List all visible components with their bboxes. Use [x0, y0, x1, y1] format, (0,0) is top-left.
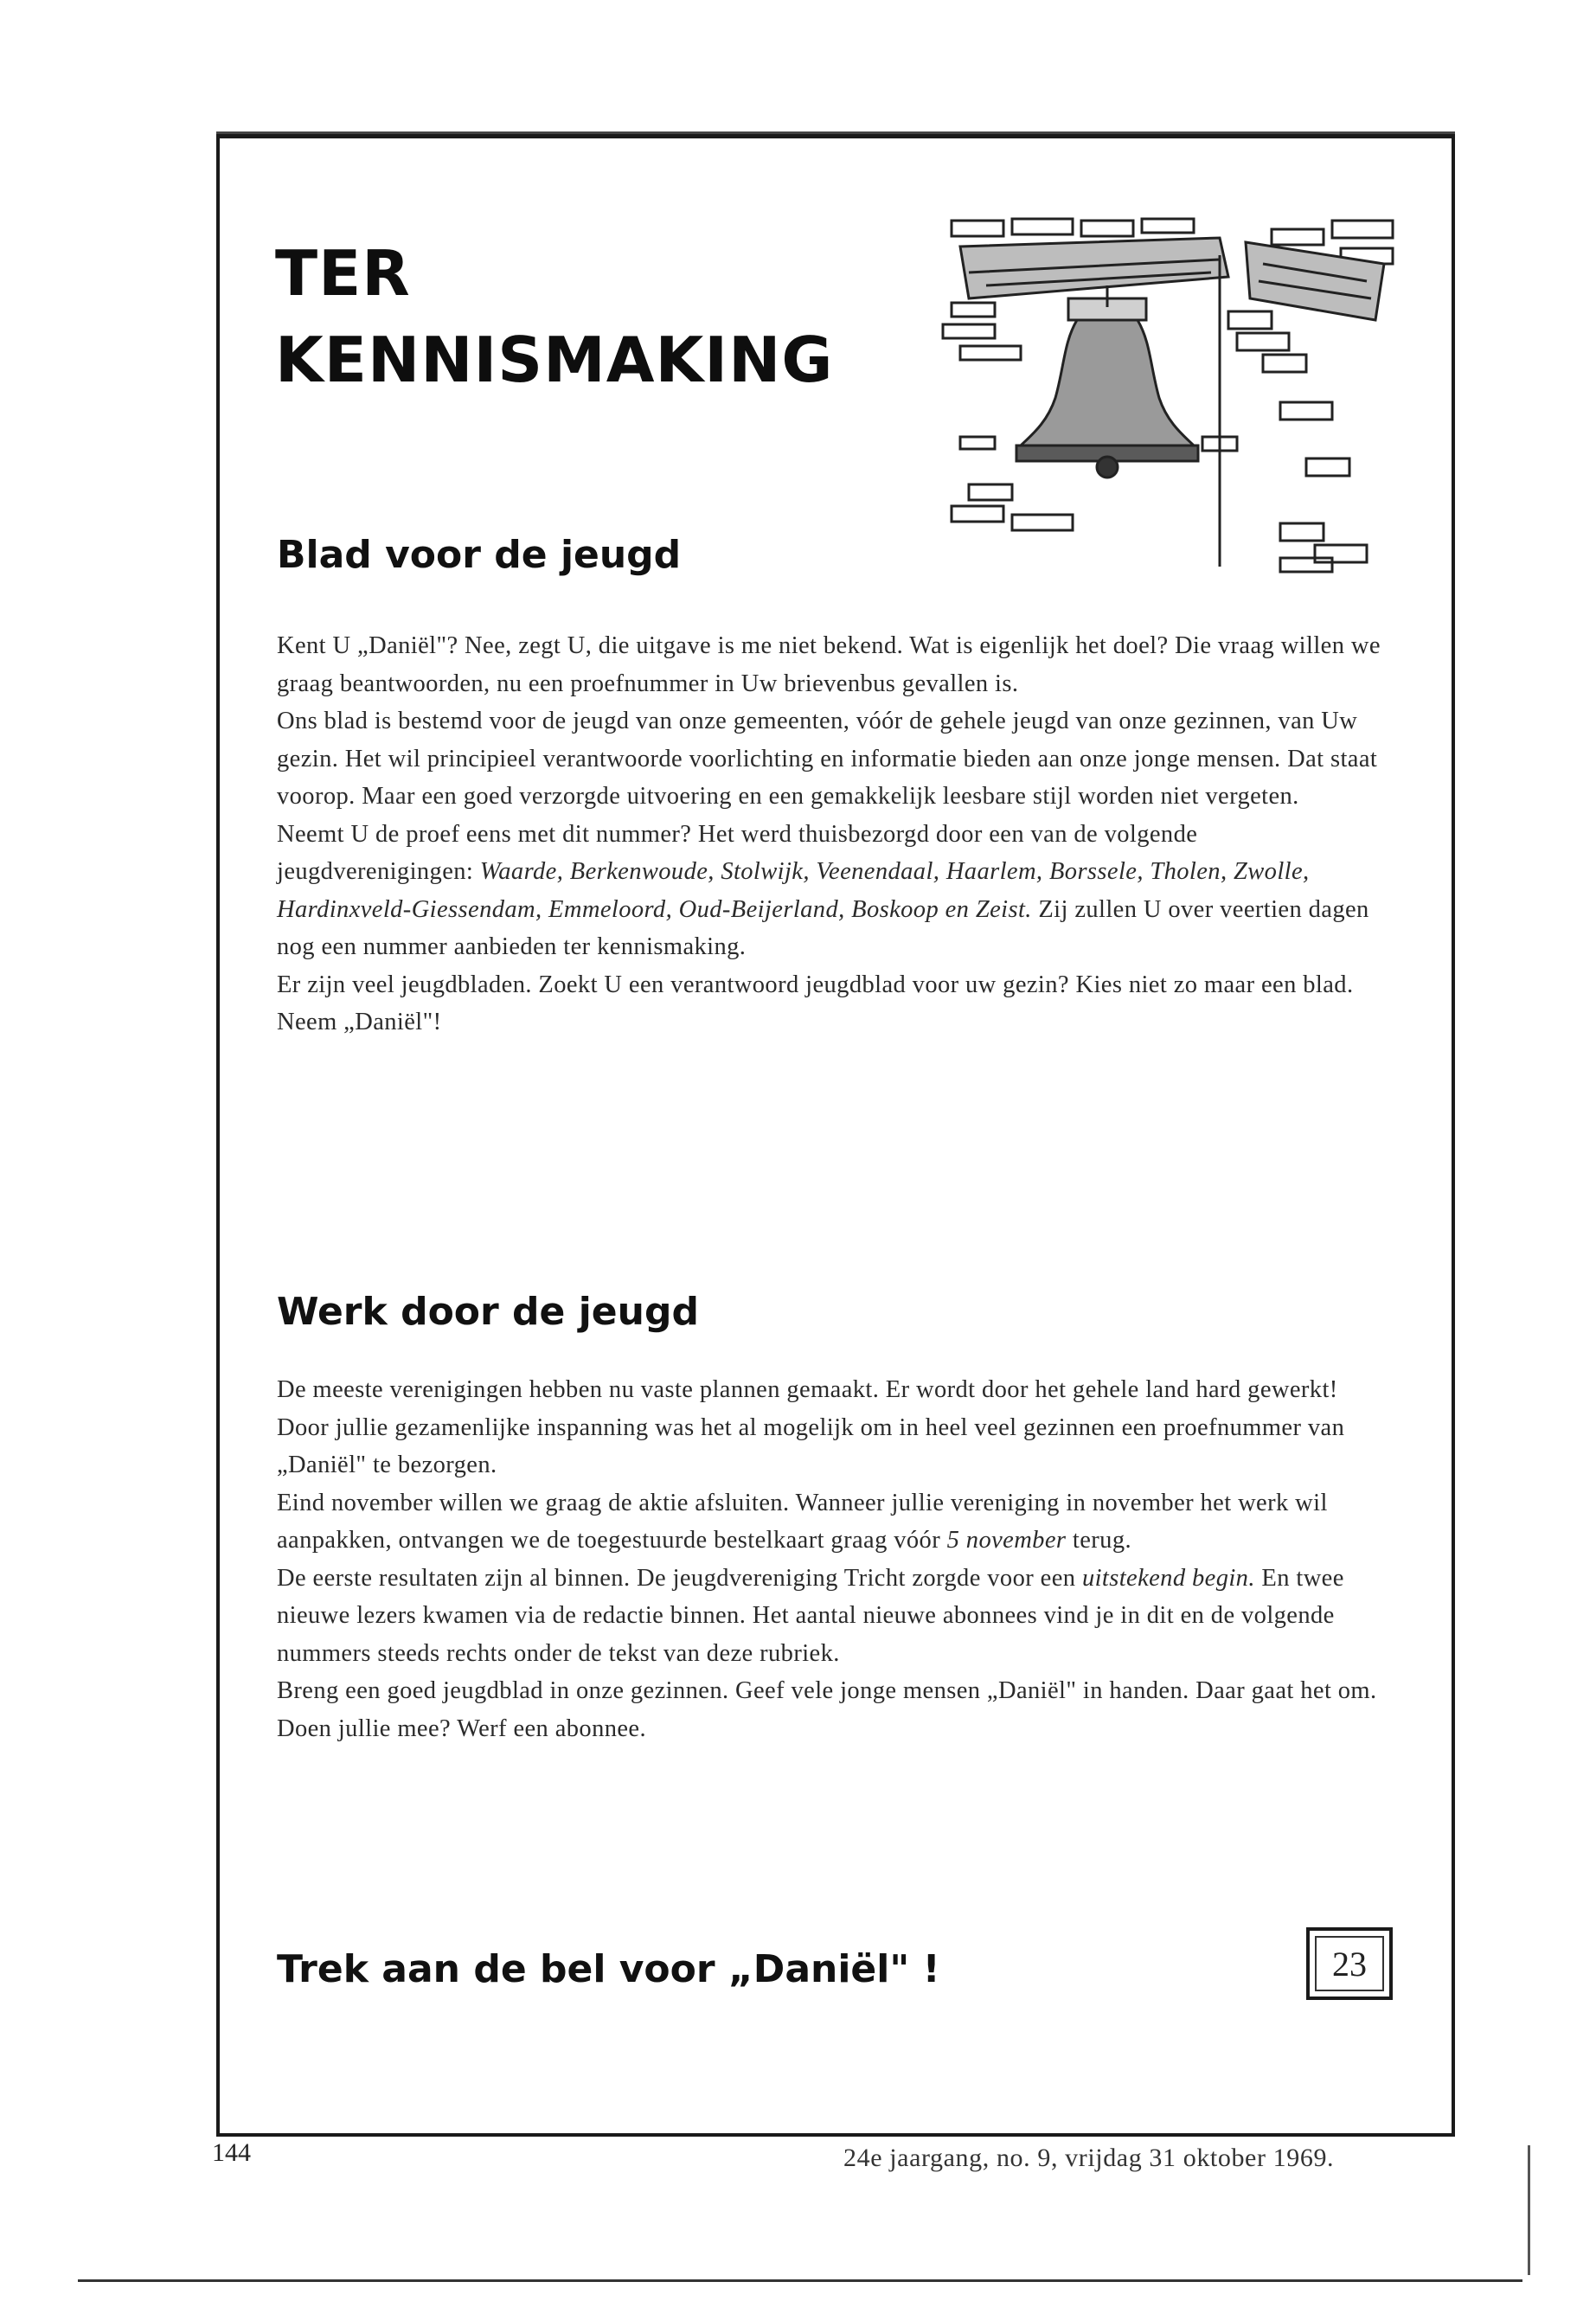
section-heading-werk: Werk door de jeugd: [277, 1290, 699, 1334]
section-body-blad: [277, 627, 1393, 1042]
paragraph-text: De eerste resultaten zijn al binnen. De jeugdvereniging Tricht zorgde voor een: [277, 1564, 1076, 1592]
edge-mark: [1528, 2145, 1530, 2275]
paragraph-text: En twee nieuwe lezers kwamen via de redactie binnen. Het aantal nieuwe abonnees vind je in dit en de volgende nummers steeds rechts onder de tekst van deze rubriek.: [277, 1564, 1344, 1667]
paragraph-text: Eind november willen we graag de aktie afsluiten. Wanneer jullie vereniging in november het werk wil aanpakken, ontvangen we de toegestuurde bestelkaart graag vóór: [277, 1489, 1328, 1554]
paragraph-text: Neemt U de proef eens met dit nummer? Het werd thuisbezorgd door een van de volgende jeugdverenigingen:: [277, 820, 1198, 885]
title-line-2: KENNISMAKING: [275, 324, 834, 396]
paragraph: De meeste verenigingen hebben nu vaste plannen gemaakt. Er wordt door het gehele land hard gewerkt! Door jullie gezamenlijke inspanning was het al mogelijk om in heel veel gezinnen een proefnummer van „Daniël" te bezorgen.: [277, 1376, 1345, 1478]
paragraph: [277, 1484, 1393, 1560]
subscriber-count: 23: [1332, 1944, 1367, 1984]
tagline: Trek aan de bel voor „Daniël" !: [277, 1947, 940, 1991]
paragraph: Kent U „Daniël"? Nee, zegt U, die uitgave is me niet bekend. Wat is eigenlijk het doel? Die vraag willen we graag beantwoorden, nu een proefnummer in Uw brievenbus gevallen is.: [277, 632, 1381, 697]
paragraph: Breng een goed jeugdblad in onze gezinnen. Geef vele jonge mensen „Daniël" in handen. Daar gaat het om. Doen jullie mee? Werf een abonnee.: [277, 1677, 1377, 1742]
paragraph-text: terug.: [1072, 1527, 1131, 1554]
page-number: 144: [212, 2138, 251, 2167]
issue-line: 24e jaargang, no. 9, vrijdag 31 oktober 1969.: [843, 2144, 1335, 2172]
section-heading-blad: Blad voor de jeugd: [277, 533, 682, 577]
deadline-date: 5 november: [946, 1527, 1067, 1554]
title-line-1: TER: [275, 237, 411, 310]
association-list: Waarde, Berkenwoude, Stolwijk, Veenendaal, Haarlem, Borssele, Tholen, Zwolle, Hardinxveld-Giessendam, Emmeloord, Oud-Beijerland, Boskoop en Zeist.: [277, 858, 1310, 923]
section-body-werk: [277, 1371, 1393, 1747]
paragraph: Ons blad is bestemd voor de jeugd van onze gemeenten, vóór de gehele jeugd van onze gezinnen, van Uw gezin. Het wil principieel verantwoorde voorlichting en informatie bieden aan onze jonge mensen. Dat staat voorop. Maar een goed verzorgde uitvoering en een gemakkelijk leesbare stijl worden niet vergeten.: [277, 708, 1378, 810]
paragraph: [277, 816, 1393, 966]
bell-icon: [934, 203, 1419, 593]
bottom-rule: [78, 2279, 1522, 2282]
paragraph-text: Zij zullen U over veertien dagen nog een nummer aanbieden ter kennismaking.: [277, 895, 1369, 960]
paragraph: Er zijn veel jeugdbladen. Zoekt U een verantwoord jeugdblad voor uw gezin? Kies niet zo maar een blad. Neem „Daniël"!: [277, 971, 1354, 1035]
subscriber-count-badge: [1306, 1927, 1393, 2000]
emphasis-text: uitstekend begin.: [1081, 1564, 1255, 1592]
paragraph: [277, 1560, 1393, 1673]
